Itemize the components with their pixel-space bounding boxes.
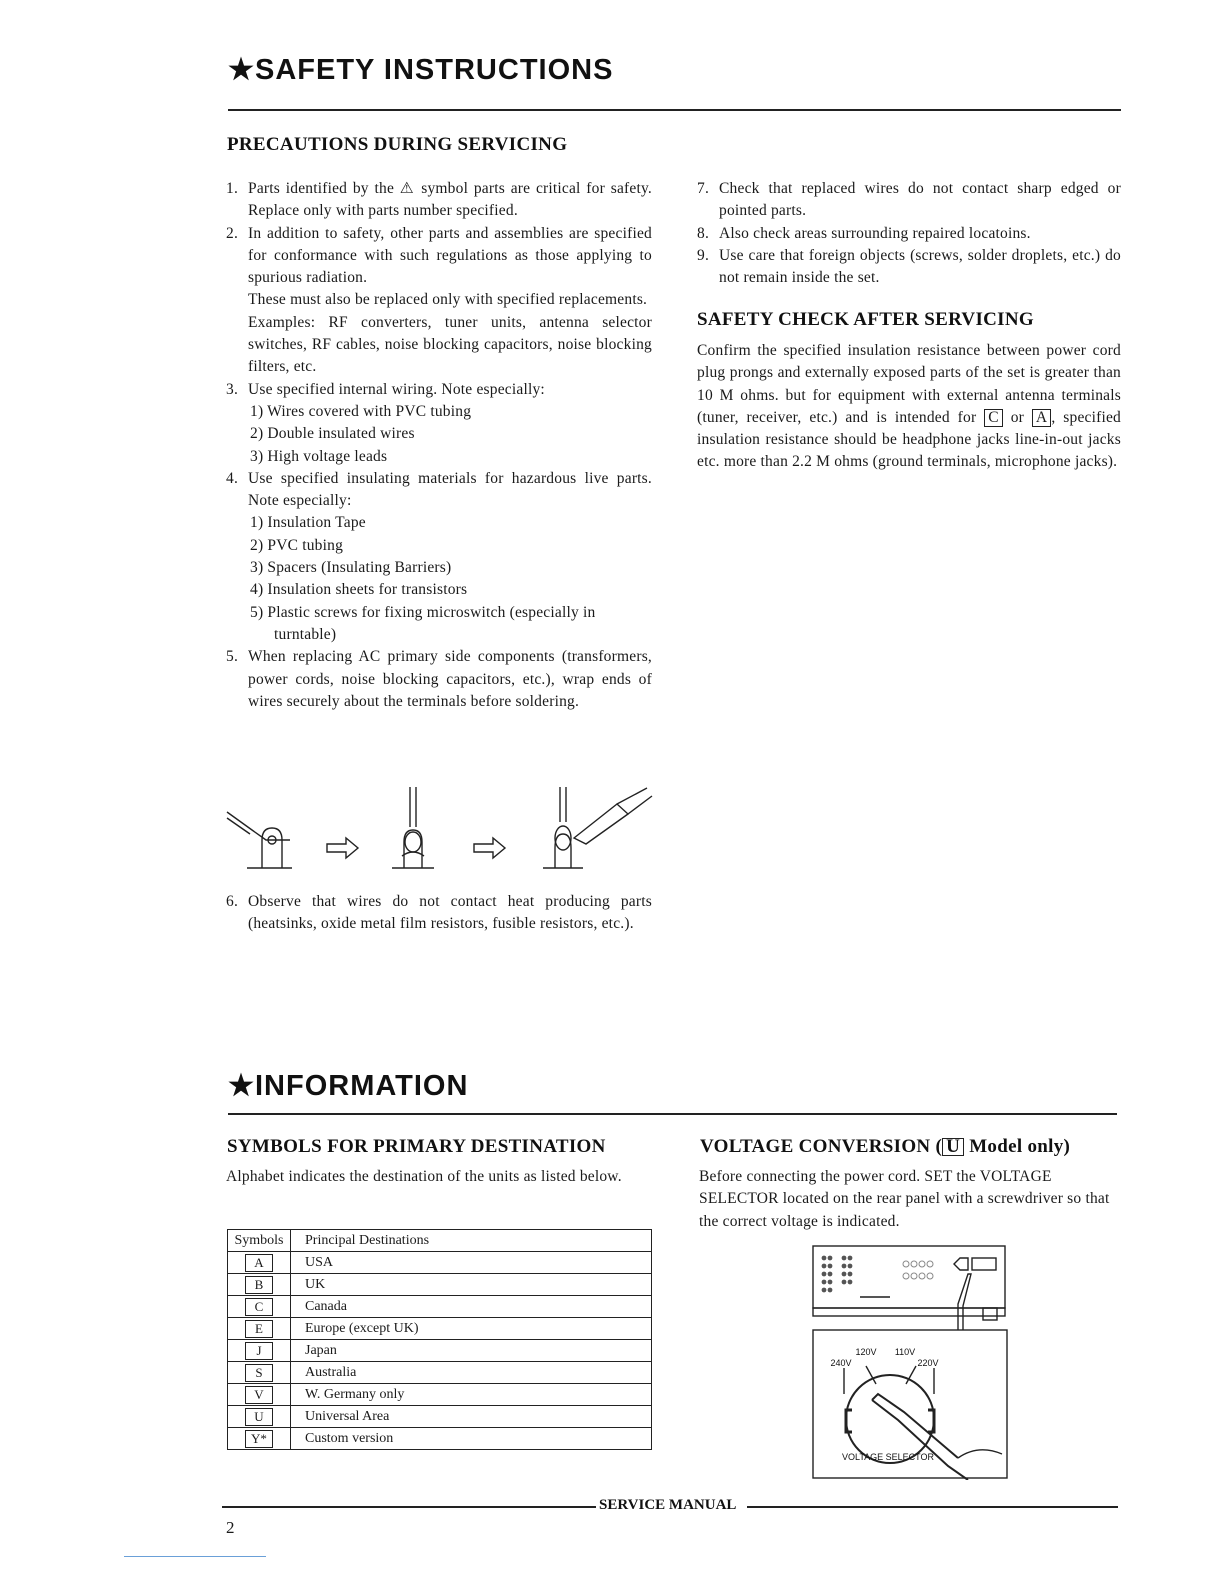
table-row: V W. Germany only bbox=[228, 1384, 652, 1406]
list-item: 8. Also check areas surrounding repaired locatoins. bbox=[697, 224, 1031, 242]
symbol-badge: U bbox=[245, 1408, 273, 1426]
label-voltage-selector: VOLTAGE SELECTOR bbox=[841, 1452, 935, 1462]
list-item: 7. Check that replaced wires do not contact sharp edged or pointed parts. bbox=[697, 180, 1121, 220]
table-row: A USA bbox=[228, 1252, 652, 1274]
sub-item: 2) Double insulated wires bbox=[250, 425, 415, 443]
sub-item: 1) Wires covered with PVC tubing bbox=[250, 402, 472, 420]
item-6: 6. Observe that wires do not contact heat producing parts (heatsinks, oxide metal film resistors, fusible resistors, etc.). bbox=[226, 893, 652, 933]
col-header-symbols: Symbols bbox=[228, 1230, 291, 1252]
precautions-list bbox=[226, 178, 652, 713]
safety-check-heading: SAFETY CHECK AFTER SERVICING bbox=[697, 309, 1034, 330]
sub-item: 1) Insulation Tape bbox=[250, 514, 366, 532]
label-220v: 220V bbox=[917, 1358, 939, 1368]
screwdriver bbox=[872, 1394, 968, 1480]
table-header-row bbox=[228, 1230, 652, 1252]
terminal-1 bbox=[262, 828, 282, 868]
wire-3 bbox=[560, 787, 566, 822]
symbols-intro: Alphabet indicates the destination of the units as listed below. bbox=[226, 1168, 622, 1185]
soldering-iron bbox=[574, 804, 628, 844]
label-110v: 110V bbox=[894, 1347, 916, 1357]
symbol-badge: E bbox=[245, 1320, 273, 1338]
symbols-heading: SYMBOLS FOR PRIMARY DESTINATION bbox=[227, 1136, 606, 1157]
sub-item: 3) Spacers (Insulating Barriers) bbox=[250, 559, 452, 577]
symbol-box-c: C bbox=[984, 409, 1003, 427]
table-row: J Japan bbox=[228, 1340, 652, 1362]
voltage-text: Before connecting the power cord. SET the VOLTAGE SELECTOR located on the rear panel with a screwdriver so that the correct voltage is indicated. bbox=[699, 1168, 1110, 1230]
table-row: Y* Custom version bbox=[228, 1428, 652, 1450]
jack-array bbox=[822, 1256, 890, 1298]
wire-1 bbox=[227, 812, 290, 840]
divider bbox=[228, 1113, 1117, 1115]
symbol-box-u: U bbox=[942, 1138, 964, 1156]
symbol-box-a: A bbox=[1032, 409, 1051, 427]
footer-rule-left bbox=[222, 1506, 596, 1508]
list-item: 5. When replacing AC primary side components (transformers, power cords, noise blocking capacitors, etc.), wrap ends of wires securely about the terminals before soldering. bbox=[226, 648, 652, 710]
voltage-heading: VOLTAGE CONVERSION ( U Model only) bbox=[700, 1136, 1071, 1157]
list-item: Examples: RF converters, tuner units, antenna selector switches, RF cables, noise blocking capacitors, noise blocking filters, etc. bbox=[248, 313, 652, 376]
col-header-destinations: Principal Destinations bbox=[291, 1230, 652, 1252]
table-row: U Universal Area bbox=[228, 1406, 652, 1428]
list-item: 3. Use specified internal wiring. Note especially: bbox=[226, 380, 545, 398]
table-row: E Europe (except UK) bbox=[228, 1318, 652, 1340]
list-item: These must also be replaced only with specified replacements. bbox=[248, 291, 648, 309]
wiring-sublist bbox=[226, 401, 652, 468]
right-precautions-list bbox=[697, 178, 1121, 289]
sub-item: 3) High voltage leads bbox=[250, 447, 388, 465]
divider bbox=[228, 109, 1121, 111]
symbol-badge: S bbox=[245, 1364, 273, 1382]
sub-item: 4) Insulation sheets for transistors bbox=[250, 581, 468, 599]
wire-2 bbox=[410, 787, 416, 827]
information-title: ★INFORMATION bbox=[228, 1070, 469, 1102]
symbol-badge: Y* bbox=[245, 1430, 273, 1448]
symbol-badge: J bbox=[245, 1342, 273, 1360]
footer-rule-right bbox=[747, 1506, 1118, 1508]
table-row: C Canada bbox=[228, 1296, 652, 1318]
wire-wrap-illustration bbox=[222, 782, 662, 878]
selector-dial bbox=[846, 1375, 934, 1463]
arrow-2 bbox=[474, 838, 505, 858]
list-item: 1. Parts identified by the ⚠ symbol parts are critical for safety. Replace only with parts number specified. bbox=[226, 180, 652, 220]
table-row: S Australia bbox=[228, 1362, 652, 1384]
precautions-heading: PRECAUTIONS DURING SERVICING bbox=[227, 134, 568, 155]
safety-title: ★SAFETY INSTRUCTIONS bbox=[228, 54, 614, 86]
list-item: 2. In addition to safety, other parts and assemblies are specified for conformance with such regulations as those applying to spurious radiation. bbox=[226, 224, 652, 287]
sub-item: 2) PVC tubing bbox=[250, 536, 344, 554]
symbol-badge: B bbox=[245, 1276, 273, 1294]
safety-check-text: Confirm the specified insulation resistance between power cord plug prongs and externally exposed parts of the set is greater than 10 M ohms. but for equipment with external antenna terminals (tuner, receiver, etc.) and is intended for C or A , specified insulation resistance should be headphone jacks line-in-out jacks etc. more than 2.2 M ohms (ground terminals, microphone jacks). bbox=[697, 342, 1122, 471]
voltage-selector-diagram bbox=[808, 1244, 1010, 1480]
symbol-badge: A bbox=[245, 1254, 273, 1272]
page-number: 2 bbox=[226, 1518, 235, 1537]
table-row: B UK bbox=[228, 1274, 652, 1296]
footer-label: SERVICE MANUAL bbox=[599, 1497, 737, 1513]
destination-table bbox=[227, 1229, 652, 1450]
terminal-array bbox=[903, 1261, 933, 1279]
insulating-sublist bbox=[226, 512, 652, 646]
edge-mark bbox=[124, 1556, 266, 1557]
symbol-badge: V bbox=[245, 1386, 273, 1404]
sub-item: 5) Plastic screws for fixing microswitch (especially in turntable) bbox=[250, 603, 596, 643]
label-240v: 240V bbox=[830, 1358, 852, 1368]
arrow-1 bbox=[327, 838, 358, 858]
list-item: 4. Use specified insulating materials for hazardous live parts. Note especially: bbox=[226, 469, 652, 510]
symbol-badge: C bbox=[245, 1298, 273, 1316]
label-120v: 120V bbox=[855, 1347, 877, 1357]
list-item: 9. Use care that foreign objects (screws, solder droplets, etc.) do not remain inside the set. bbox=[697, 246, 1121, 287]
